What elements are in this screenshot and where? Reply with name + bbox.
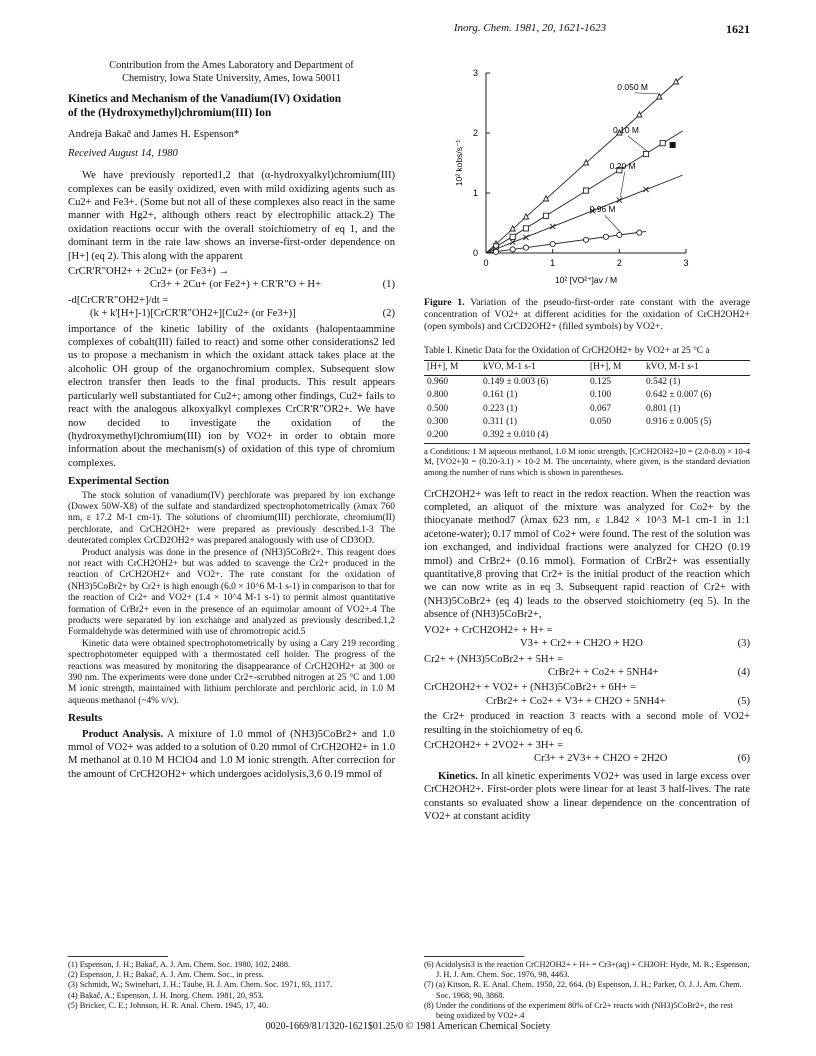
table-header: [H+], M: [589, 362, 622, 373]
equation-line: Cr2+ + (NH3)5CoBr2+ + 5H+ =: [424, 653, 564, 665]
table-cell: 0.916 ± 0.005 (5): [645, 417, 712, 428]
equation-number: (2): [382, 308, 395, 320]
equation-number: (1): [382, 279, 395, 291]
table-cell: [587, 429, 643, 443]
footnote: (5) Bricker, C. E.; Johnson, H. R. Anal. Chem. 1945, 17, 40.: [68, 1000, 269, 1010]
experimental-heading: Experimental Section: [68, 475, 170, 488]
table-row: [424, 403, 750, 416]
equation-line: [68, 307, 395, 320]
label-leader: [605, 215, 621, 232]
run-in-heading: Product Analysis.: [82, 728, 164, 740]
x-axis-label: 10² [VO²⁺]av / M: [554, 275, 618, 285]
table-cell: 0.311 (1): [483, 417, 518, 428]
equation-line: -d[CrCR'R"OH2+]/dt =: [68, 294, 169, 306]
y-tick-label: 1: [472, 188, 478, 198]
kinetic-data-table: [424, 360, 750, 443]
footnote: (6) Acidolysis3 is the reaction CrCH2OH2+ + H+ = Cr3+(aq) + CH3OH: Hyde, M. R.; Espenson, J. H. J. Am. Chem. Soc. 1976, 98, 4463.: [424, 960, 750, 980]
caption-label: Figure 1.: [424, 297, 465, 308]
footnote: (2) Espenson, J. H.; Bakač, A. J. Am. Chem. Soc., in press.: [68, 970, 264, 980]
results-paragraph: [68, 728, 395, 782]
equation-number: (5): [737, 695, 750, 707]
y-tick-label: 2: [472, 128, 478, 138]
page-footer: 0020-1669/81/1320-1621$01.25/0 © 1981 American Chemical Society: [265, 1021, 551, 1032]
data-point-filled-square: [670, 142, 675, 147]
experimental-paragraph-1: The stock solution of vanadium(IV) perchlorate was prepared by ion exchange (Dowex 50W-X8) of the sulfate and standardized spectrophotometrically (λmax 760 nm, ε 17.2 M-1 cm-1). The solutions of chromium(III) perchlorate, chromium(II) perchlorate, and CrCH2OH2+ were prepared as previously described.1-3 The deuterated complex CrCD2OH2+ was prepared analogously with use of CD3OD.: [68, 490, 395, 547]
contribution-affiliation: [68, 60, 395, 85]
table-cell: 0.542 (1): [645, 376, 681, 387]
table-cell: 0.050: [589, 417, 612, 428]
x-tick-label: 0: [483, 258, 489, 268]
table-cell: 0.149 ± 0.003 (6): [483, 376, 549, 387]
data-point-triangle: [657, 94, 662, 99]
table-header: kVO, M-1 s-1: [483, 362, 536, 373]
series-labels: [590, 82, 661, 232]
data-point-circle: [523, 245, 528, 250]
equation-3: [424, 624, 750, 651]
affiliation-line: Contribution from the Ames Laboratory and Department of: [109, 60, 354, 71]
equation-line: [424, 666, 750, 679]
run-in-heading: Kinetics.: [438, 770, 478, 782]
equation-rhs: CrBr2+ + Co2+ + 5NH4+: [548, 666, 659, 678]
equation-rhs: V3+ + Cr2+ + CH2O + H2O: [520, 638, 643, 650]
data-point-circle: [493, 249, 498, 254]
footnote-rule: [68, 956, 168, 957]
footnotes-left: [68, 960, 395, 1011]
data-point-triangle: [583, 160, 588, 165]
equation-2: [68, 294, 395, 321]
table-cell: [643, 429, 750, 443]
equation-line: [424, 637, 750, 650]
affiliation-line: Chemistry, Iowa State University, Ames, Iowa 50011: [122, 72, 341, 84]
intro-paragraph-1: We have previously reported1,2 that (α-hydroxyalkyl)chromium(III) complexes can be easily oxidized, even with mild oxidizing agents such as Cu2+ and Fe3+. (Some but not all of these complexes also react in the same manner with Hg2+, although others react by electrophilic attack.2) The oxidation reactions occur with the overall stoichiometry of eq 1, and the dominant term in the rate law shows an inverse-first-order dependence on [H+] (eq 2). This along with the apparent: [68, 170, 395, 262]
intro-paragraph-2: importance of the kinetic lability of the oxidants (halopentaammine complexes of cobalt(III) failed to react) and some other considerations2 led us to propose a mechanism in which the oxidant attack takes place at the alcoholic OH group of the organochromium complex. Subsequent slow electron transfer then leads to the final products. This result appears particularly well substantiated for Cu2+; among other findings, Cu2+ fails to react with the analogous alkoxyalkyl complexes CrCR'R"OR2+. We have now decided to investigate the oxidation of the (hydroxymethyl)chromium(III) ion by VO2+ in order to obtain more information about the mechanism(s) of oxidation of this type of chromium complexes.: [68, 323, 395, 469]
footnote: (4) Bakač, A.; Espenson, J. H. Inorg. Chem. 1981, 20, 953.: [68, 990, 264, 1000]
equation-rhs: (k + k'[H+]-1)[CrCR'R"OH2+][Cu2+ (or Fe3+)]: [90, 308, 296, 320]
equation-rhs: Cr3+ + 2Cu+ (or Fe2+) + CR'R"O + H+: [150, 279, 322, 291]
data-point-circle: [583, 237, 588, 242]
footnotes-right: [424, 960, 750, 1021]
received-date: Received August 14, 1980: [68, 147, 178, 159]
data-point-x: [617, 198, 622, 203]
series-label: 0.20 M: [609, 161, 636, 171]
caption-text: Variation of the pseudo-first-order rate constant with the average concentration of VO2+ at different acidities for the oxidation of CrCH2OH2+ (open symbols) and CrCD2OH2+ (filled symbols) by VO2+.: [424, 297, 750, 332]
kinetics-text: In all kinetic experiments VO2+ was used in large excess over CrCH2OH2+. First-order plots were linear for at least 3 half-lives. The rate constants so evaluated show a linear dependence on the concentration of VO2+ at constant acidity: [424, 770, 750, 822]
left-column: [68, 60, 395, 781]
data-point-triangle: [673, 79, 678, 84]
kinetics-paragraph: [424, 770, 750, 824]
table-cell: 0.801 (1): [645, 403, 681, 414]
data-point-square: [523, 226, 528, 231]
table-header: [H+], M: [427, 362, 459, 373]
table-title: Table I. Kinetic Data for the Oxidation of CrCH2OH2+ by VO2+ at 25 °C a: [424, 346, 710, 356]
label-leader: [635, 93, 661, 94]
equation-number: (3): [737, 638, 750, 650]
data-point-triangle: [637, 112, 642, 117]
equation-number: (4): [737, 666, 750, 678]
data-point-circle: [603, 234, 608, 239]
experimental-paragraph-3: Kinetic data were obtained spectrophotometrically by using a Cary 219 recording spectrophotometer equipped with a thermostated cell holder. The progress of the reactions was measured by monitoring the disappearance of CrCH2OH2+ at 300 or 390 nm. The experiments were done under Cr2+-scrubbed nitrogen at 25 °C and 1.00 M ionic strength, maintained with lithium perchlorate and perchloric acid, in 1.0 M aqueous methanol (~4% v/v).: [68, 638, 395, 706]
table-row: [424, 429, 750, 443]
equation-line: [424, 752, 750, 765]
y-axis-label: 10² kobs/s⁻¹: [454, 139, 464, 187]
table-cell: 0.067: [589, 403, 612, 414]
equation-line: CrCH2OH2+ + 2VO2+ + 3H+ =: [424, 739, 564, 751]
authors: Andreja Bakač and James H. Espenson*: [68, 129, 240, 141]
equation-1: [68, 265, 395, 292]
title-line: of the (Hydroxymethyl)chromium(III) Ion: [68, 106, 272, 119]
data-point-triangle: [523, 214, 528, 219]
equation-rhs: Cr3+ + 2V3+ + CH2O + 2H2O: [534, 753, 668, 765]
series-label: 0.96 M: [589, 204, 616, 215]
data-point-circle: [510, 247, 515, 252]
y-tick-label: 0: [472, 248, 478, 258]
equation-line: VO2+ + CrCH2OH2+ + H+ =: [424, 624, 553, 636]
equation-6: [424, 739, 750, 766]
data-point-square: [660, 141, 665, 146]
right-column: [424, 297, 750, 823]
table-row: [424, 389, 750, 402]
figure-caption: [424, 297, 750, 333]
data-point-square: [643, 151, 648, 156]
table-cell: 0.200: [427, 430, 449, 441]
table-cell: 0.300: [427, 417, 449, 428]
table-row: [424, 416, 750, 429]
equation-line: [424, 695, 750, 708]
data-point-x: [550, 224, 555, 229]
journal-header: Inorg. Chem. 1981, 20, 1621-1623: [453, 22, 607, 34]
label-leader: [620, 172, 624, 197]
equation-number: (6): [737, 753, 750, 765]
table-cell: 0.500: [427, 403, 449, 414]
data-point-circle: [637, 230, 642, 235]
table-header-row: [424, 361, 750, 375]
table-cell: 0.223 (1): [483, 403, 518, 414]
table-header: kVO, M-1 s-1: [645, 362, 699, 373]
table-row: [424, 375, 750, 389]
equation-line: CrCH2OH2+ + VO2+ + (NH3)5CoBr2+ + 6H+ =: [424, 682, 637, 694]
table-cell: 0.800: [427, 390, 449, 401]
table-cell: 0.960: [427, 376, 449, 387]
experimental-paragraph-2: Product analysis was done in the presence of (NH3)5CoBr2+. This reagent does not react with CrCH2OH2+ but was added to scavenge the Cr2+ produced in the reaction of CrCH2OH2+ and VO2+. The rate constant for the oxidation of (NH3)5CoBr2+ by Cr2+ is high enough (6.0 × 10^6 M-1 s-1) in comparison to that for the reaction of Cr2+ and VO2+ (1.4 × 10^4 M-1 s-1) to permit almost quantitative formation of CrBr2+ even in the presence of an equimolar amount of VO2+.4 The products were separated by ion exchange and analyzed as previously described.1,2 Formaldehyde was determined with use of chromotropic acid.5: [68, 547, 395, 638]
x-tick-label: 2: [616, 258, 622, 268]
equation-5: [424, 681, 750, 708]
footnote-rule: [424, 956, 524, 957]
label-leader: [628, 136, 647, 151]
data-point-square: [510, 234, 515, 239]
data-point-circle: [550, 241, 555, 246]
data-point-circle: [617, 232, 622, 237]
footnote: (1) Espenson, J. H.; Bakač, A. J. Am. Chem. Soc. 1980, 102, 2488.: [68, 960, 291, 969]
series-label: 0.10 M: [613, 125, 639, 135]
results-heading: Results: [68, 712, 103, 725]
title-line: Kinetics and Mechanism of the Vanadium(IV) Oxidation: [68, 93, 342, 106]
page-number: 1621: [726, 22, 750, 36]
table-cell: 0.642 ± 0.007 (6): [645, 390, 712, 401]
table-cell: 0.100: [589, 390, 612, 401]
data-point-square: [583, 188, 588, 193]
y-tick-label: 3: [472, 68, 478, 78]
series-label: 0.050 M: [617, 81, 649, 92]
table-cell: 0.161 (1): [483, 390, 518, 401]
x-tick-label: 3: [683, 258, 689, 268]
data-point-triangle: [543, 196, 548, 201]
footnote: (3) Schmidt, W.; Swinehart, J. H.; Taube, H. J. Am. Chem. Soc. 1971, 93, 1117.: [68, 980, 333, 990]
article-title: [68, 93, 395, 120]
table-cell: 0.392 ± 0.010 (4): [483, 430, 549, 441]
table-cell: 0.125: [589, 376, 612, 387]
table-footnote: a Conditions: 1 M aqueous methanol, 1.0 M ionic strength, [CrCH2OH2+]0 = (2.0-8.0) × 10-4 M, [VO2+]0 = (0.20-3.1) × 10-2 M. The uncertainty, where given, is the standard deviation among the number of runs which is shown in parentheses.: [424, 445, 750, 478]
data-point-square: [543, 213, 548, 218]
footnote: (7) (a) Kitson, R. E. Anal. Chem. 1950, 22, 664. (b) Espenson, J. H.; Parker, O. J. J. Am. Chem. Soc. 1968, 90, 3868.: [424, 980, 742, 1000]
equation-line: [68, 278, 395, 291]
equation-line: CrCR'R"OH2+ + 2Cu2+ (or Fe3+) →: [68, 266, 230, 278]
footnote: (8) Under the conditions of the experiment 80% of Cr2+ reacts with (NH3)5CoBr2+, the rest being oxidized by VO2+.4: [424, 1000, 733, 1021]
kobs-vs-vo-chart: [450, 58, 720, 293]
right-paragraph-1: CrCH2OH2+ was left to react in the redox reaction. When the reaction was completed, an aliquot of the mixture was analyzed for Co2+ by the thiocyanate method7 (λmax 623 nm, ε 1.842 × 10^3 M-1 cm-1 in 1:1 acetone-water); 0.17 mmol of Co2+ were found. The rest of the solution was ion exchanged, and individual fractions were analyzed for CH2O (0.19 mmol) and CrBr2+ (0.16 mmol). Formation of CrBr2+ was essentially quantitative,8 proving that Cr2+ is the initial product of the reaction which we can now write as in eq 3. Subsequent rapid reaction of Cr2+ with (NH3)5CoBr2+ (eq 4) leads to the observed stoichiometry (eq 5). In the absence of (NH3)5CoBr2+,: [424, 488, 750, 621]
equation-rhs: CrBr2+ + Co2+ + V3+ + CH2O + 5NH4+: [486, 695, 666, 707]
right-paragraph-2: the Cr2+ produced in reaction 3 reacts with a second mole of VO2+ resulting in the stoichiometry of eq 6.: [424, 711, 750, 736]
data-point-triangle: [510, 226, 515, 231]
equation-4: [424, 653, 750, 680]
x-tick-label: 1: [550, 258, 556, 268]
results-text: A mixture of 1.0 mmol of (NH3)5CoBr2+ and 1.0 mmol of VO2+ was added to a solution of 0.20 mmol of CrCH2OH2+ in 1.0 M methanol at 0.10 M HClO4 and 1.0 M ionic strength. After correction for the amount of CrCH2OH2+ which undergoes acidolysis,3,6 0.19 mmol of: [68, 728, 395, 780]
